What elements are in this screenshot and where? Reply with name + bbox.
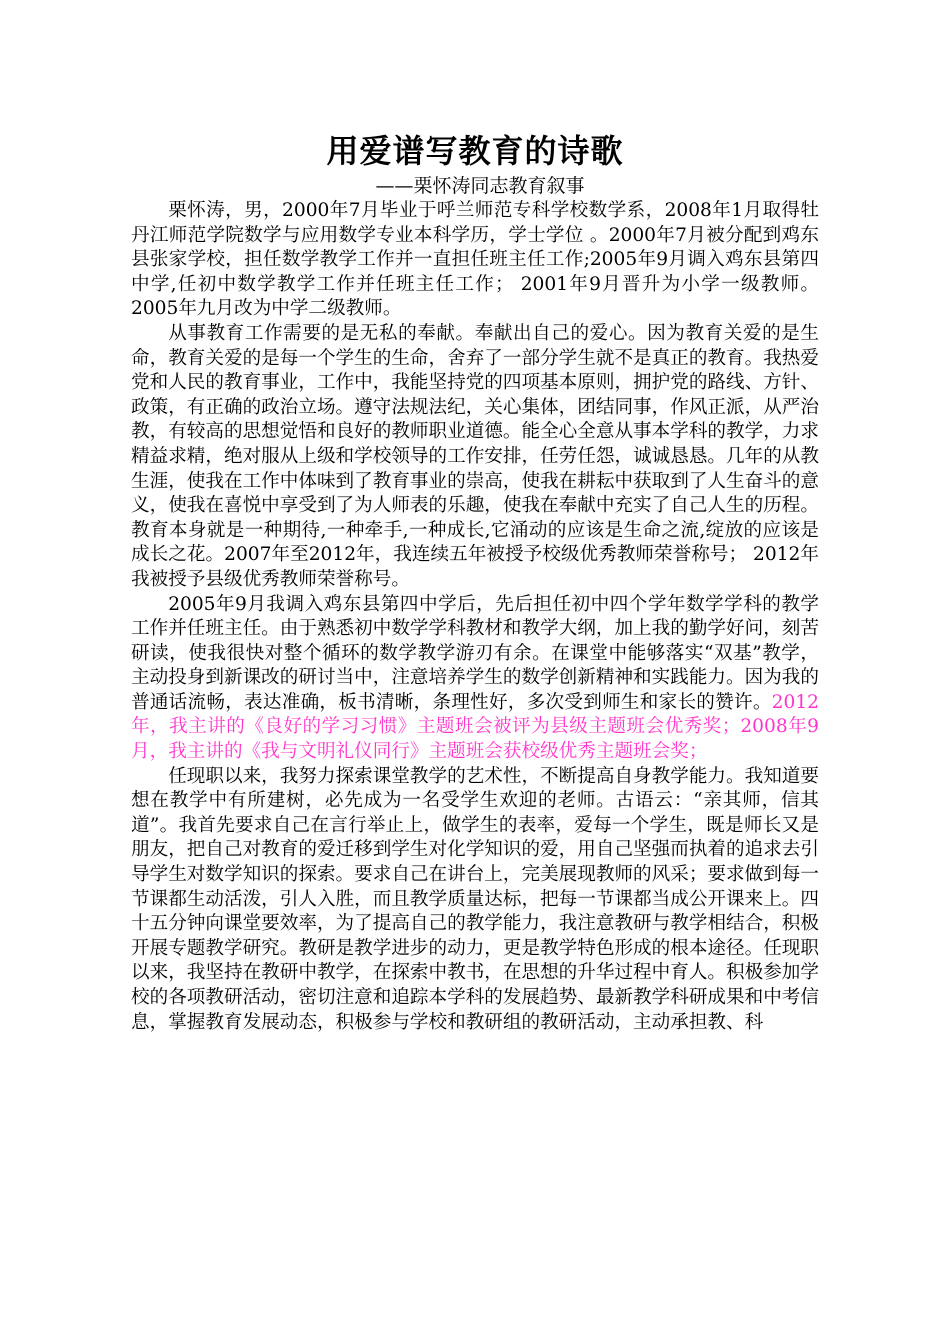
document-page [131, 128, 819, 1035]
highlighted-awards-text: 2012年，我主讲的《良好的学习习惯》主题班会被评为县级主题班会优秀奖；2008年9月，我主讲的《我与文明礼仪同行》主题班会获校级优秀主题班会奖； [131, 691, 819, 763]
document-subtitle: ——栗怀涛同志教育叙事 [375, 175, 585, 197]
paragraph-dedication [131, 322, 819, 593]
paragraph-text: 从事教育工作需要的是无私的奉献。奉献出自己的爱心。因为教育关爱的是生命，教育关爱的是每一个学生的生命，舍弃了一部分学生就不是真正的教育。我热爱党和人民的教育事业，工作中，我能坚持党的四项基本原则，拥护党的路线、方针、政策，有正确的政治立场。遵守法规法纪，关心集体，团结同事，作风正派，从严治教，有较高的思想觉悟和良好的教师职业道德。能全心全意从事本学科的教学，力求精益求精，绝对服从上级和学校领导的工作安排，任劳任怨，诚诚恳恳。几年的从教生涯，使我在工作中体味到了教育事业的崇高，使我在耕耘中获取到了人生奋斗的意义，使我在喜悦中享受到了为人师表的乐趣，使我在奉献中充实了自己人生的历程。教育本身就是一种期待,一种牵手,一种成长,它涌动的应该是生命之流,绽放的应该是成长之花。2007年至2012年，我连续五年被授予校级优秀教师荣誉称号； 2012年我被授予县级优秀教师荣誉称号。 [131, 322, 819, 590]
paragraph-profile [131, 199, 819, 322]
paragraph-teaching [131, 593, 819, 765]
paragraph-text: 2005年9月我调入鸡东县第四中学后，先后担任初中四个学年数学学科的教学工作并任班主任。由于熟悉初中数学学科教材和教学大纲，加上我的勤学好问，刻苦研读，使我很快对整个循环的数学教学游刃有余。在课堂中能够落实“双基”教学，主动投身到新课改的研讨当中，注意培养学生的数学创新精神和实践能力。因为我的普通话流畅，表达准确，板书清晰，条理性好，多次受到师生和家长的赞许。 [131, 593, 819, 713]
document-title: 用爱谱写教育的诗歌 [326, 132, 624, 170]
document-body [131, 199, 819, 1035]
paragraph-text: 栗怀涛，男，2000年7月毕业于呼兰师范专科学校数学系，2008年1月取得牡丹江师范学院数学与应用数学专业本科学历，学士学位 。2000年7月被分配到鸡东县张家学校，担任数学教学工作并一直担任班主任工作;2005年9月调入鸡东县第四中学,任初中数学教学工作并任班主任工作； 2001年9月晋升为小学一级教师。2005年九月改为中学二级教师。 [131, 200, 819, 320]
paragraph-text: 任现职以来，我努力探索课堂教学的艺术性，不断提高自身教学能力。我知道要想在教学中有所建树，必先成为一名受学生欢迎的老师。古语云：“亲其师，信其道”。我首先要求自己在言行举止上，做学生的表率，爱每一个学生，既是师长又是朋友，把自己对教育的爱迁移到学生对化学知识的爱，用自己坚强而执着的追求去引导学生对数学知识的探索。要求自己在讲台上，完美展现教师的风采；要求做到每一节课都生动活泼，引人入胜，而且教学质量达标，把每一节课都当成公开课来上。四十五分钟向课堂要效率，为了提高自己的教学能力，我注意教研与教学相结合，积极开展专题教学研究。教研是教学进步的动力，更是教学特色形成的根本途径。任现职以来，我坚持在教研中教学，在探索中教书，在思想的升华过程中育人。积极参加学校的各项教研活动，密切注意和追踪本学科的发展趋势、最新教学科研成果和中考信息，掌握教育发展动态，积极参与学校和教研组的教研活动，主动承担教、科 [131, 765, 819, 1033]
paragraph-research [131, 765, 819, 1036]
